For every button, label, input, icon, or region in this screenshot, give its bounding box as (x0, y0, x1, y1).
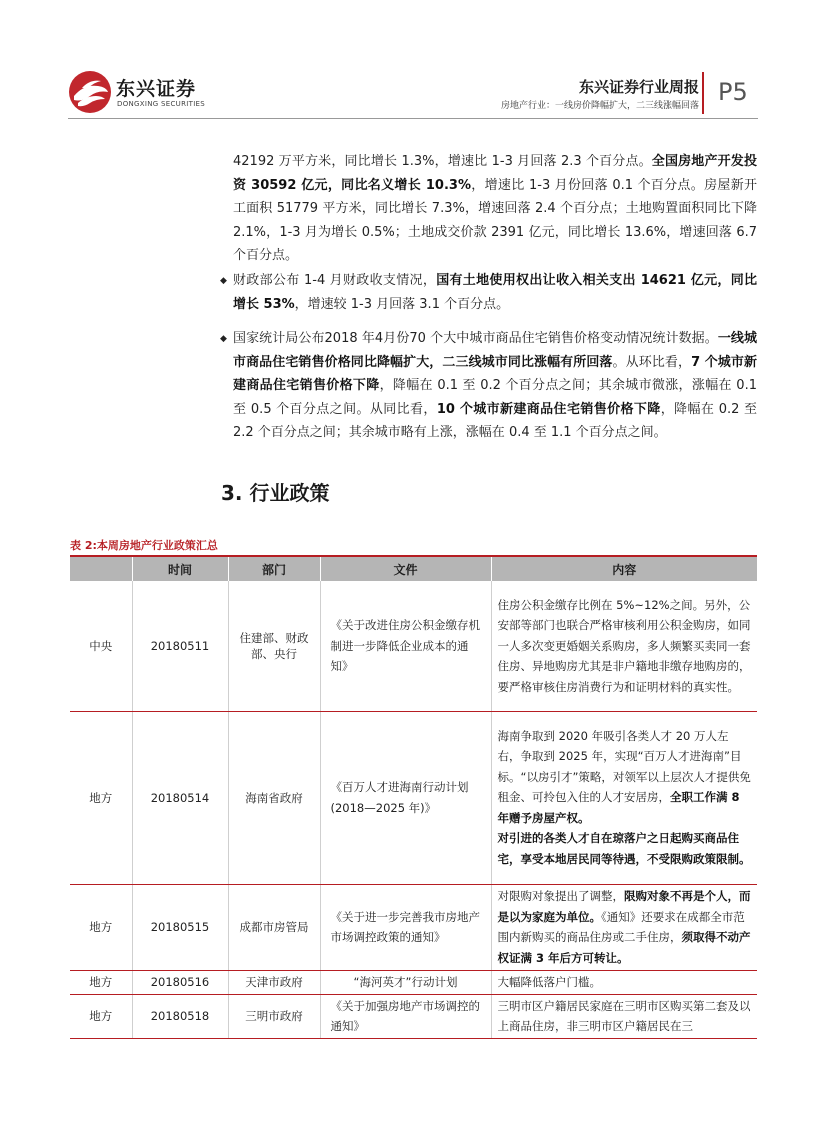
cell-date: 20180515 (132, 884, 228, 970)
content-bold: 限购对象不再是个人，而是以为家庭为单位。 (497, 889, 751, 924)
report-subtitle: 房地产行业：一线房价降幅扩大，二三线涨幅回落 (500, 101, 699, 111)
cell-department: 海南省政府 (228, 711, 320, 884)
table-caption: 表 2:本周房地产行业政策汇总 (70, 539, 218, 552)
cell-content (491, 711, 757, 884)
cell-document: 《关于加强房地产市场调控的通知》 (320, 994, 491, 1038)
cell-content (491, 581, 757, 711)
cell-date: 20180516 (132, 970, 228, 994)
para1-text-2: ，增速比 1-3 月份回落 0.1 个百分点。房屋新开工面积 51779 平方米，同比增长 7.3%，增速回落 2.4 个百分点；土地购置面积同比下降 2.1%，1-3 月为增长 0.5%；土地成交价款 2391 亿元，同比增长 13.6%，增速回落 6.7 个百分点。 (233, 177, 758, 263)
section-title: 3. 行业政策 (221, 481, 330, 505)
para3-bold-1: 一线城市商品住宅销售价格同比降幅扩大，二三线城市同比涨幅有所回落 (233, 331, 757, 370)
para3-text-4: ，降幅在 0.2 至 2.2 个百分点之间；其余城市略有上涨，涨幅在 0.4 至 1.1 个百分点之间。 (233, 401, 757, 440)
content-bold: 须取得不动产权证满 3 年后方可转让。 (497, 930, 751, 965)
cell-level: 地方 (70, 884, 132, 970)
dongxing-logo-icon (68, 70, 112, 114)
cell-department: 三明市政府 (228, 994, 320, 1038)
cell-document: “海河英才”行动计划 (320, 970, 491, 994)
table-row (70, 884, 757, 970)
header-content: 内容 (491, 556, 757, 581)
cell-level: 地方 (70, 711, 132, 884)
cell-date: 20180511 (132, 581, 228, 711)
cell-content (491, 970, 757, 994)
header-date: 时间 (132, 556, 228, 581)
para1-text-1: 42192 万平方米，同比增长 1.3%，增速比 1-3 月回落 2.3 个百分点。 (233, 154, 652, 169)
para1-bold-1: 全国房地产开发投资 30592 亿元，同比名义增长 10.3% (233, 154, 757, 193)
cell-level: 地方 (70, 994, 132, 1038)
report-title: 东兴证券行业周报 (578, 78, 699, 96)
cell-document: 《关于进一步完善我市房地产市场调控政策的通知》 (320, 884, 491, 970)
para2-text-2: ，增速较 1-3 月回落 3.1 个百分点。 (294, 296, 510, 312)
para3-text-1: 国家统计局公布2018 年4月份70 个大中城市商品住宅销售价格变动情况统计数据。 (233, 331, 718, 346)
paragraph-finance (233, 269, 757, 316)
policy-table (70, 555, 757, 1039)
header-level (70, 556, 132, 581)
para3-bold-3: 10 个城市新建商品住宅销售价格下降 (436, 401, 661, 417)
para2-text-1: 财政部公布 1-4 月财政收支情况， (233, 273, 437, 288)
company-logo (68, 70, 208, 116)
table-row (70, 994, 757, 1038)
cell-date: 20180514 (132, 711, 228, 884)
table-header-row (70, 556, 757, 581)
cell-content (491, 994, 757, 1038)
cell-document: 《百万人才进海南行动计划(2018—2025 年)》 (320, 711, 491, 884)
content-bold: 对引进的各类人才自在琼落户之日起购买商品住宅，享受本地居民同等待遇，不受限购政策限制。 (497, 831, 751, 866)
bullet-diamond-icon: ◆ (220, 276, 227, 286)
paragraph-prices (233, 327, 757, 445)
content-text: 大幅降低落户门槛。 (497, 974, 601, 989)
logo-english-name: DONGXING SECURITIES (117, 100, 206, 108)
content-text: 海南争取到 2020 年吸引各类人才 20 万人左右，争取到 2025 年，实现“百万人才进海南”目标。“以房引才”策略，对领军以上层次人才提供免租金、可拎包入住的人才安居房， (497, 728, 751, 805)
paragraph-investment (233, 150, 757, 268)
header-document: 文件 (320, 556, 491, 581)
cell-content (491, 884, 757, 970)
header-divider (702, 72, 704, 114)
table-row (70, 711, 757, 884)
content-text: 住房公积金缴存比例在 5%~12%之间。另外，公安部等部门也联合严格审核利用公积金购房，如同一人多次变更婚姻关系购房，多人频繁买卖同一套住房、异地购房尤其是非户籍地非缴存地购房的，要严格审核住房消费行为和证明材料的真实性。 (497, 597, 751, 694)
cell-date: 20180518 (132, 994, 228, 1038)
page-number: P5 (718, 78, 748, 106)
bullet-diamond-icon: ◆ (220, 334, 227, 344)
cell-department: 天津市政府 (228, 970, 320, 994)
logo-chinese-name: 东兴证券 (116, 78, 197, 100)
content-text: 三明市区户籍居民家庭在三明市区购买第二套及以上商品住房，非三明市区户籍居民在三 (497, 998, 751, 1033)
cell-document: 《关于改进住房公积金缴存机制进一步降低企业成本的通知》 (320, 581, 491, 711)
table-row (70, 581, 757, 711)
content-text: 《通知》还要求在成都全市范围内新购买的商品住房或二手住房， (497, 909, 745, 944)
cell-level: 中央 (70, 581, 132, 711)
cell-department: 住建部、财政部、央行 (228, 581, 320, 711)
para3-text-2: 。从环比看， (612, 354, 692, 370)
content-text: 对限购对象提出了调整， (497, 889, 624, 903)
para3-text-3: ，降幅在 0.1 至 0.2 个百分点之间；其余城市微涨，涨幅在 0.1 至 0.5 个百分点之间。从同比看， (233, 378, 757, 417)
content-bold: 全职工作满 8 年赠予房屋产权。 (497, 790, 740, 825)
cell-level: 地方 (70, 970, 132, 994)
cell-department: 成都市房管局 (228, 884, 320, 970)
table-row (70, 970, 757, 994)
header-department: 部门 (228, 556, 320, 581)
page-header (0, 0, 827, 125)
para3-bold-2: 7 个城市新建商品住宅销售价格下降 (233, 354, 757, 393)
header-rule (68, 118, 758, 119)
para2-bold-1: 国有土地使用权出让收入相关支出 14621 亿元，同比增长 53% (233, 273, 758, 312)
